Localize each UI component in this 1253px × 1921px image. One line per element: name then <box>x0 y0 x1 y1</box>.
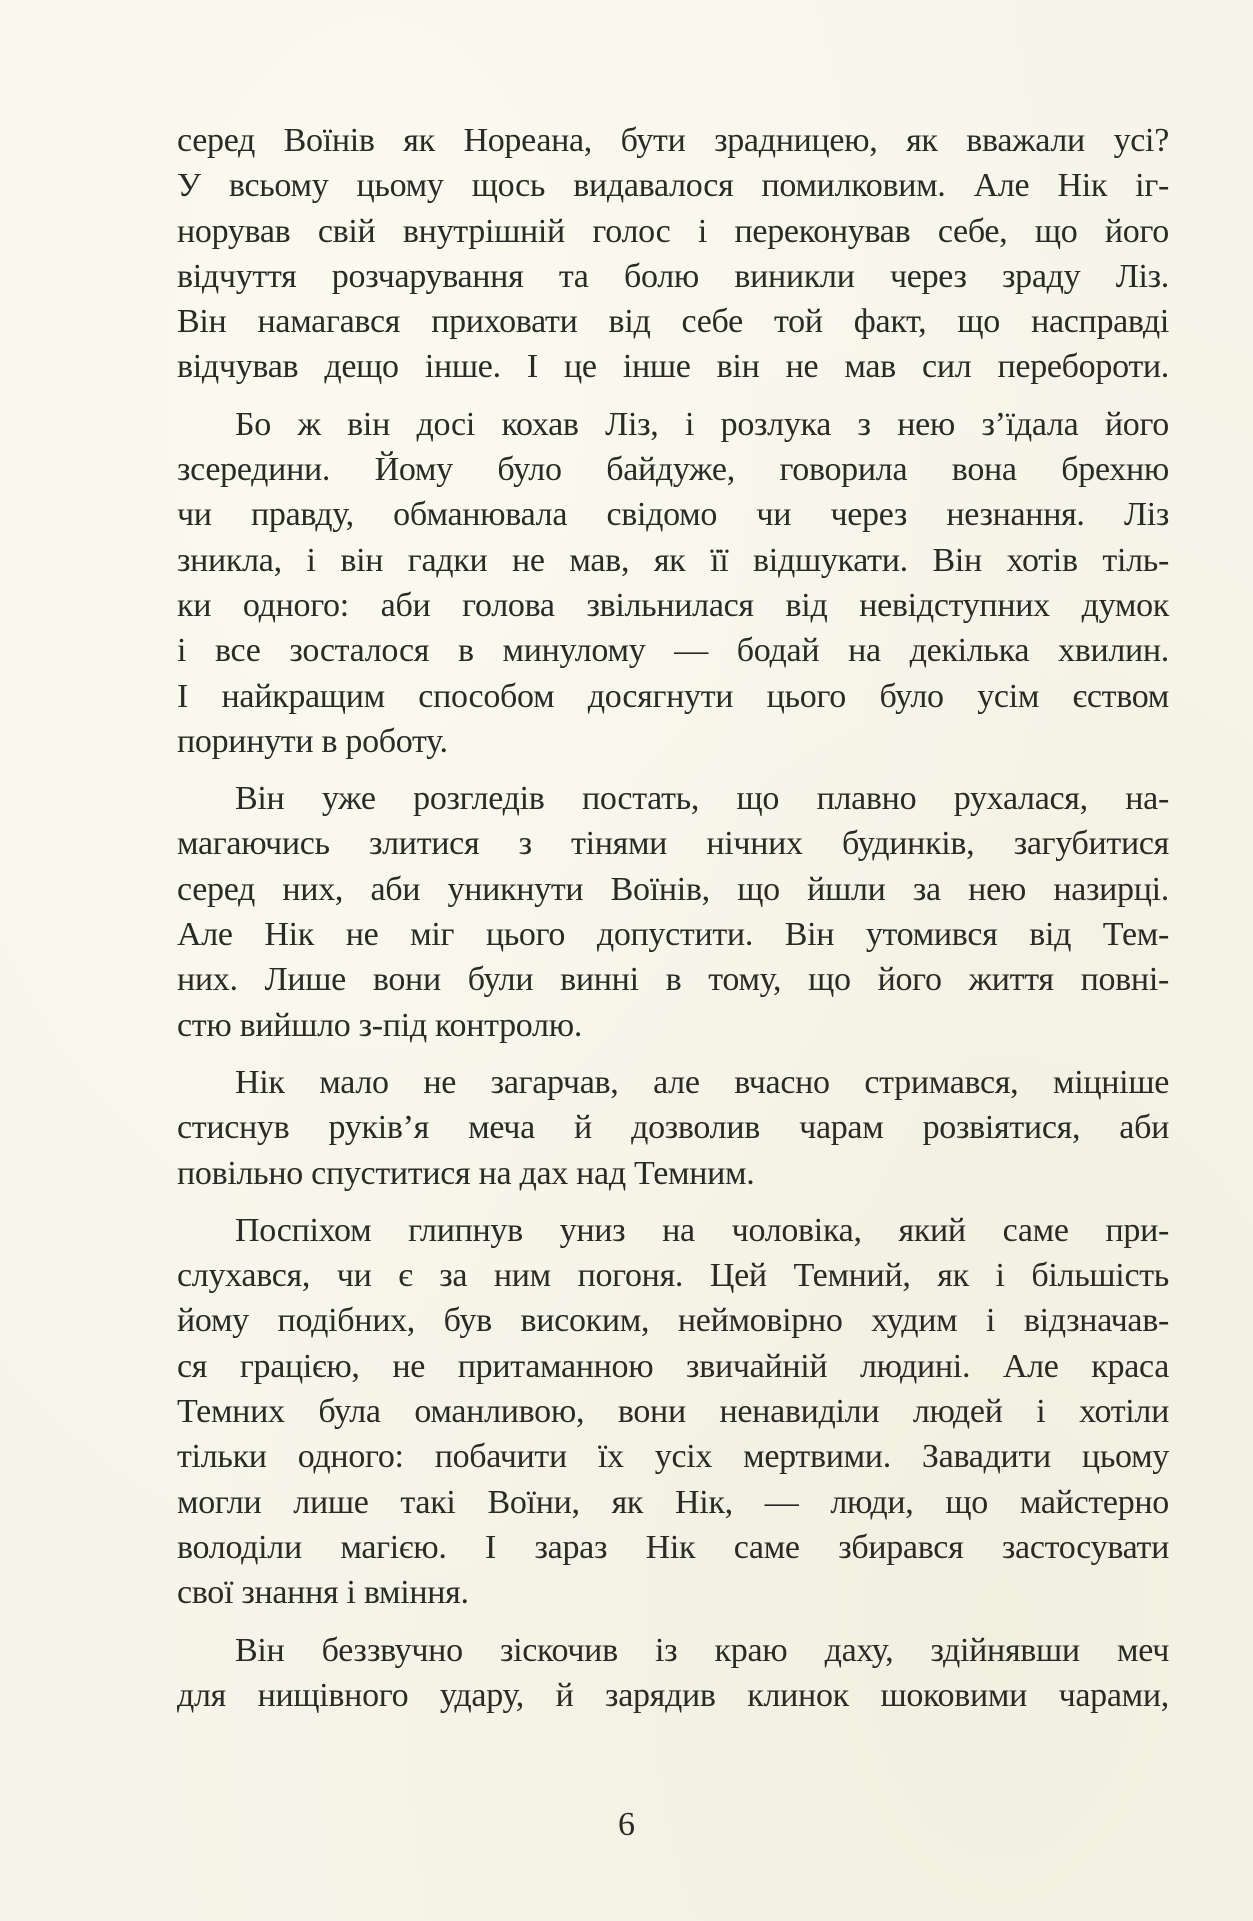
text-line: могли лише такі Воїни, як Нік, — люди, що майстерно <box>177 1483 1169 1521</box>
text-line: зникла, і він гадки не мав, як її відшукати. Він хотів тіль- <box>177 541 1169 579</box>
paragraph <box>177 1628 1169 1719</box>
body-text <box>177 118 1169 1718</box>
text-line: серед Воїнів як Нореана, бути зрадницею, як вважали усі? <box>177 122 1169 159</box>
text-line: них. Лише вони були винні в тому, що його життя повні- <box>177 961 1169 999</box>
text-line: норував свій внутрішній голос і переконував себе, що його <box>177 212 1169 250</box>
text-line: магаючись злитися з тінями нічних будинків, загубитися <box>177 825 1169 863</box>
text-line: і все зосталося в минулому — бодай на декілька хвилин. <box>177 632 1169 670</box>
paragraph <box>177 1208 1169 1616</box>
text-line: Але Нік не міг цього допустити. Він утомився від Тем- <box>177 916 1169 954</box>
text-line: поринути в роботу. <box>177 722 448 760</box>
paragraph <box>177 1060 1169 1196</box>
text-line: Бо ж він досі кохав Ліз, і розлука з нею з’їдала його <box>235 405 1169 443</box>
text-line: Він беззвучно зіскочив із краю даху, здійнявши меч <box>235 1631 1169 1669</box>
text-line: володіли магією. І зараз Нік саме збирався застосувати <box>177 1528 1169 1566</box>
text-line: слухався, чи є за ним погоня. Цей Темний, як і більшість <box>177 1257 1169 1295</box>
text-line: Він уже розгледів постать, що плавно рухалася, на- <box>235 780 1169 818</box>
text-line: тільки одного: побачити їх усіх мертвими. Завадити цьому <box>177 1438 1169 1476</box>
text-line: Поспіхом глипнув униз на чоловіка, який саме при- <box>235 1211 1169 1249</box>
text-line: ки одного: аби голова звільнилася від невідступних думок <box>177 586 1169 624</box>
text-line: стиснув руків’я меча й дозволив чарам розвіятися, аби <box>177 1109 1169 1147</box>
text-line: йому подібних, був високим, неймовірно худим і відзначав- <box>177 1302 1169 1340</box>
text-line: свої знання і вміння. <box>177 1574 469 1612</box>
text-line: повільно спуститися на дах над Темним. <box>177 1154 755 1192</box>
text-line: Нік мало не загарчав, але вчасно стримався, міцніше <box>235 1063 1169 1101</box>
text-line: для нищівного удару, й зарядив клинок шоковими чарами, <box>177 1676 1169 1714</box>
text-line: І найкращим способом досягнути цього було усім єством <box>177 677 1169 715</box>
text-line: серед них, аби уникнути Воїнів, що йшли за нею назирці. <box>177 870 1169 908</box>
page-number: 6 <box>618 1806 635 1843</box>
text-line: відчуття розчарування та болю виникли через зраду Ліз. <box>177 257 1169 295</box>
text-line: Він намагався приховати від себе той факт, що насправді <box>177 303 1169 341</box>
text-line: стю вийшло з-під контролю. <box>177 1006 583 1044</box>
paragraph <box>177 776 1169 1048</box>
paragraph-spacing <box>177 390 1169 402</box>
paragraph <box>177 118 1169 390</box>
text-line: зсередини. Йому було байдуже, говорила вона брехню <box>177 451 1169 489</box>
text-line: Темних була оманливою, вони ненавиділи людей і хотіли <box>177 1393 1169 1431</box>
text-line: відчував дещо інше. І це інше він не мав сил перебороти. <box>177 348 1169 386</box>
paragraph-spacing <box>177 1196 1169 1208</box>
paragraph-spacing <box>177 1048 1169 1060</box>
text-line: ся грацією, не притаманною звичайній людині. Але краса <box>177 1347 1169 1385</box>
text-line: чи правду, обманювала свідомо чи через незнання. Ліз <box>177 496 1169 534</box>
paragraph <box>177 402 1169 764</box>
paragraph-spacing <box>177 1616 1169 1628</box>
text-line: У всьому цьому щось видавалося помилковим. Але Нік іг- <box>177 167 1169 205</box>
paragraph-spacing <box>177 764 1169 776</box>
